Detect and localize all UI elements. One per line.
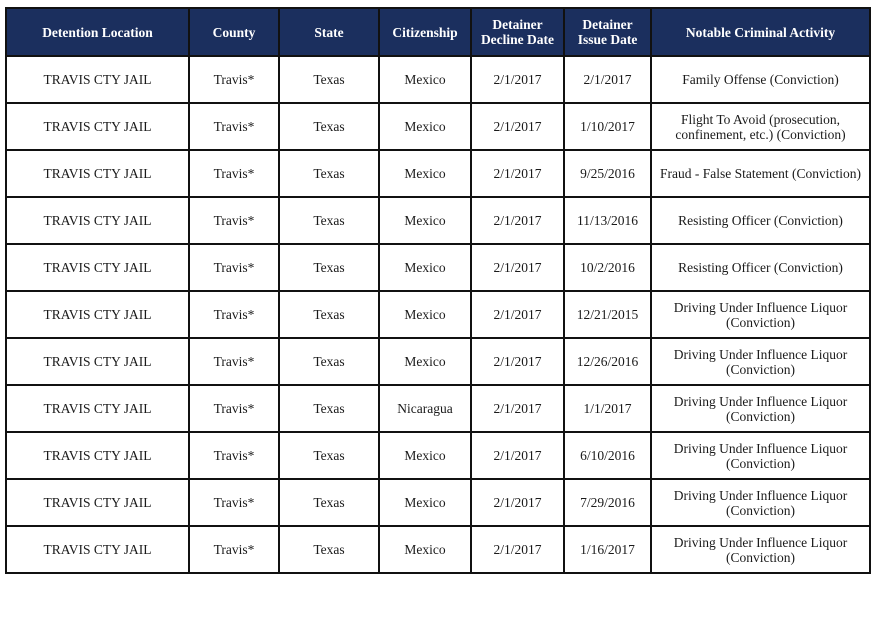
citizenship-cell: Mexico bbox=[379, 338, 471, 385]
header-row bbox=[6, 8, 870, 56]
detention-location-cell: TRAVIS CTY JAIL bbox=[6, 244, 189, 291]
criminal-activity-cell: Driving Under Influence Liquor (Conviction) bbox=[651, 479, 870, 526]
column-header-detainer-issue-date: Detainer Issue Date bbox=[564, 8, 651, 56]
state-cell: Texas bbox=[279, 291, 379, 338]
county-cell: Travis* bbox=[189, 526, 279, 573]
table-row bbox=[6, 56, 870, 103]
column-header-detention-location: Detention Location bbox=[6, 8, 189, 56]
citizenship-cell: Mexico bbox=[379, 197, 471, 244]
state-cell: Texas bbox=[279, 56, 379, 103]
decline-date-cell: 2/1/2017 bbox=[471, 197, 564, 244]
decline-date-cell: 2/1/2017 bbox=[471, 432, 564, 479]
detention-location-cell: TRAVIS CTY JAIL bbox=[6, 385, 189, 432]
issue-date-cell: 2/1/2017 bbox=[564, 56, 651, 103]
county-cell: Travis* bbox=[189, 385, 279, 432]
table-row bbox=[6, 150, 870, 197]
citizenship-cell: Mexico bbox=[379, 526, 471, 573]
decline-date-cell: 2/1/2017 bbox=[471, 244, 564, 291]
state-cell: Texas bbox=[279, 244, 379, 291]
issue-date-cell: 6/10/2016 bbox=[564, 432, 651, 479]
table-row bbox=[6, 197, 870, 244]
county-cell: Travis* bbox=[189, 56, 279, 103]
table-body bbox=[6, 56, 870, 573]
column-header-notable-criminal-activity: Notable Criminal Activity bbox=[651, 8, 870, 56]
detention-location-cell: TRAVIS CTY JAIL bbox=[6, 150, 189, 197]
criminal-activity-cell: Driving Under Influence Liquor (Conviction) bbox=[651, 338, 870, 385]
criminal-activity-cell: Driving Under Influence Liquor (Conviction) bbox=[651, 526, 870, 573]
criminal-activity-cell: Driving Under Influence Liquor (Conviction) bbox=[651, 385, 870, 432]
column-header-detainer-decline-date: Detainer Decline Date bbox=[471, 8, 564, 56]
criminal-activity-cell: Driving Under Influence Liquor (Conviction) bbox=[651, 432, 870, 479]
table-row bbox=[6, 526, 870, 573]
state-cell: Texas bbox=[279, 432, 379, 479]
detainer-table bbox=[5, 7, 871, 574]
county-cell: Travis* bbox=[189, 103, 279, 150]
column-header-county: County bbox=[189, 8, 279, 56]
detention-location-cell: TRAVIS CTY JAIL bbox=[6, 56, 189, 103]
issue-date-cell: 1/16/2017 bbox=[564, 526, 651, 573]
issue-date-cell: 9/25/2016 bbox=[564, 150, 651, 197]
criminal-activity-cell: Driving Under Influence Liquor (Conviction) bbox=[651, 291, 870, 338]
detention-location-cell: TRAVIS CTY JAIL bbox=[6, 338, 189, 385]
issue-date-cell: 1/10/2017 bbox=[564, 103, 651, 150]
state-cell: Texas bbox=[279, 150, 379, 197]
citizenship-cell: Mexico bbox=[379, 244, 471, 291]
detainer-table-container bbox=[5, 7, 869, 574]
table-row bbox=[6, 103, 870, 150]
criminal-activity-cell: Resisting Officer (Conviction) bbox=[651, 197, 870, 244]
detention-location-cell: TRAVIS CTY JAIL bbox=[6, 432, 189, 479]
county-cell: Travis* bbox=[189, 291, 279, 338]
citizenship-cell: Mexico bbox=[379, 479, 471, 526]
decline-date-cell: 2/1/2017 bbox=[471, 56, 564, 103]
citizenship-cell: Mexico bbox=[379, 103, 471, 150]
state-cell: Texas bbox=[279, 197, 379, 244]
table-row bbox=[6, 432, 870, 479]
detention-location-cell: TRAVIS CTY JAIL bbox=[6, 479, 189, 526]
detention-location-cell: TRAVIS CTY JAIL bbox=[6, 197, 189, 244]
citizenship-cell: Mexico bbox=[379, 56, 471, 103]
county-cell: Travis* bbox=[189, 338, 279, 385]
issue-date-cell: 1/1/2017 bbox=[564, 385, 651, 432]
issue-date-cell: 12/21/2015 bbox=[564, 291, 651, 338]
table-row bbox=[6, 385, 870, 432]
county-cell: Travis* bbox=[189, 244, 279, 291]
state-cell: Texas bbox=[279, 526, 379, 573]
table-row bbox=[6, 338, 870, 385]
state-cell: Texas bbox=[279, 385, 379, 432]
criminal-activity-cell: Family Offense (Conviction) bbox=[651, 56, 870, 103]
issue-date-cell: 12/26/2016 bbox=[564, 338, 651, 385]
detention-location-cell: TRAVIS CTY JAIL bbox=[6, 291, 189, 338]
detention-location-cell: TRAVIS CTY JAIL bbox=[6, 526, 189, 573]
issue-date-cell: 11/13/2016 bbox=[564, 197, 651, 244]
criminal-activity-cell: Fraud - False Statement (Conviction) bbox=[651, 150, 870, 197]
citizenship-cell: Nicaragua bbox=[379, 385, 471, 432]
county-cell: Travis* bbox=[189, 150, 279, 197]
table-header bbox=[6, 8, 870, 56]
detention-location-cell: TRAVIS CTY JAIL bbox=[6, 103, 189, 150]
criminal-activity-cell: Resisting Officer (Conviction) bbox=[651, 244, 870, 291]
decline-date-cell: 2/1/2017 bbox=[471, 291, 564, 338]
decline-date-cell: 2/1/2017 bbox=[471, 103, 564, 150]
decline-date-cell: 2/1/2017 bbox=[471, 479, 564, 526]
table-row bbox=[6, 244, 870, 291]
issue-date-cell: 7/29/2016 bbox=[564, 479, 651, 526]
decline-date-cell: 2/1/2017 bbox=[471, 526, 564, 573]
state-cell: Texas bbox=[279, 103, 379, 150]
citizenship-cell: Mexico bbox=[379, 291, 471, 338]
decline-date-cell: 2/1/2017 bbox=[471, 338, 564, 385]
state-cell: Texas bbox=[279, 479, 379, 526]
decline-date-cell: 2/1/2017 bbox=[471, 150, 564, 197]
criminal-activity-cell: Flight To Avoid (prosecution, confinement, etc.) (Conviction) bbox=[651, 103, 870, 150]
column-header-citizenship: Citizenship bbox=[379, 8, 471, 56]
issue-date-cell: 10/2/2016 bbox=[564, 244, 651, 291]
county-cell: Travis* bbox=[189, 432, 279, 479]
table-row bbox=[6, 479, 870, 526]
decline-date-cell: 2/1/2017 bbox=[471, 385, 564, 432]
county-cell: Travis* bbox=[189, 479, 279, 526]
column-header-state: State bbox=[279, 8, 379, 56]
citizenship-cell: Mexico bbox=[379, 150, 471, 197]
state-cell: Texas bbox=[279, 338, 379, 385]
table-row bbox=[6, 291, 870, 338]
county-cell: Travis* bbox=[189, 197, 279, 244]
citizenship-cell: Mexico bbox=[379, 432, 471, 479]
